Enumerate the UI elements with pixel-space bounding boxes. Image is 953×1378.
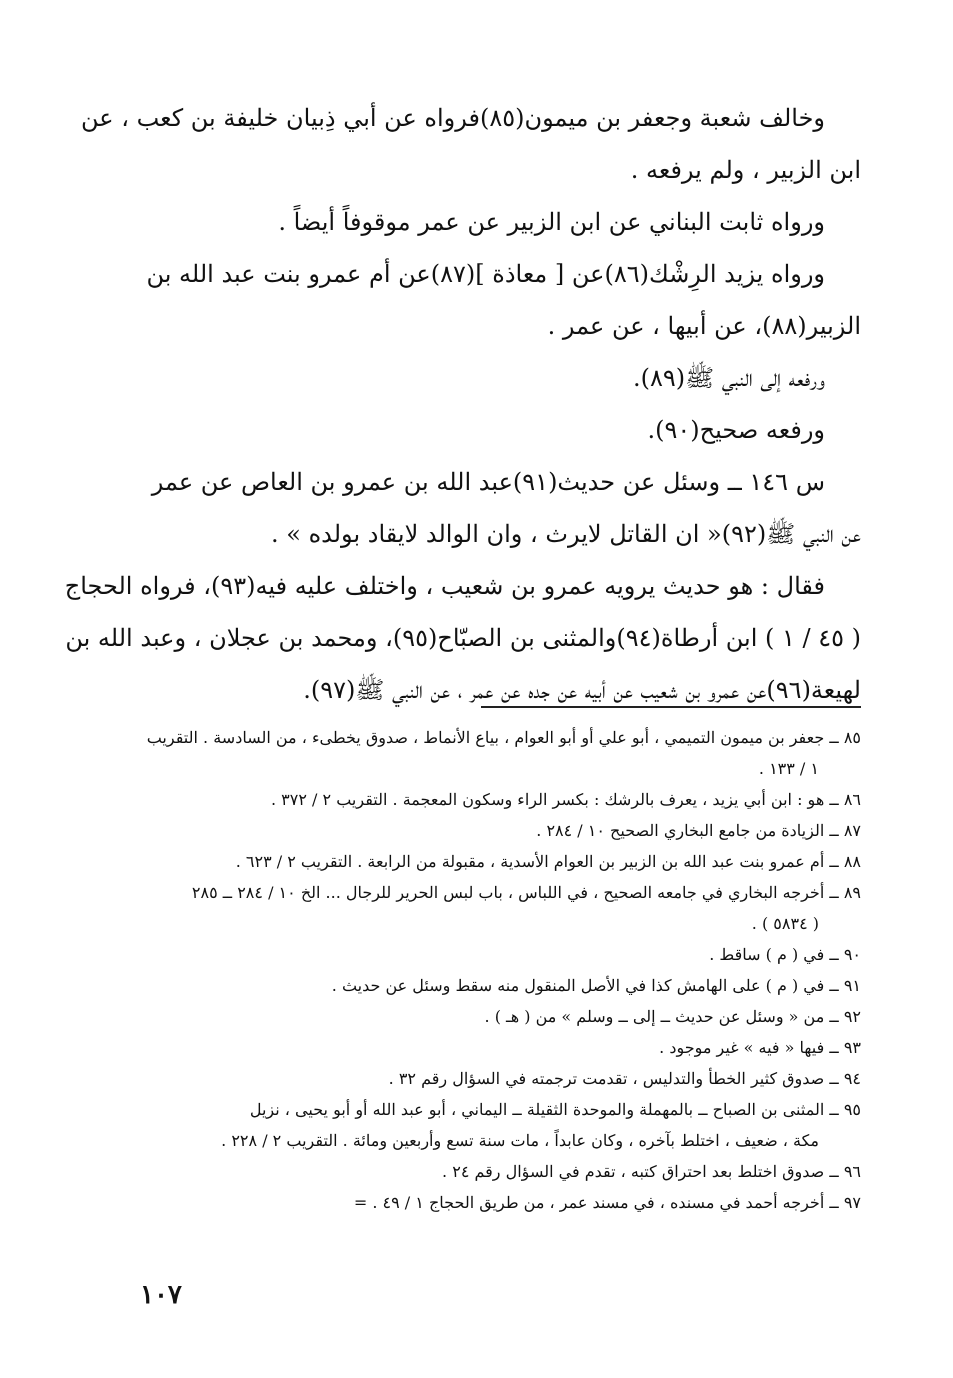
text-line: وخالف شعبة وجعفر بن ميمون(٨٥)فرواه عن أبي ذِبيان خليفة بن كعب ، عن <box>80 104 825 132</box>
footnote-text: ٩٠ ــ في ( م ) ساقط . <box>709 945 861 964</box>
footnotes <box>146 722 861 1218</box>
footnote <box>161 1063 861 1094</box>
footnote <box>161 877 861 939</box>
footnote-text: ٩٦ ــ صدوق اختلط بعد احتراق كتبه ، تقدم في السؤال رقم ٢٤ . <box>442 1162 861 1181</box>
footnote <box>161 846 861 877</box>
footnote <box>161 1001 861 1032</box>
footnote <box>161 1032 861 1063</box>
footnote <box>146 722 861 784</box>
footnote <box>161 1156 861 1187</box>
text-line: فقال : هو حديث يرويه عمرو بن شعيب ، واختلف عليه فيه(٩٣)، فرواه الحجاج <box>64 572 825 600</box>
text-line: ورفعه صحيح(٩٠). <box>647 416 825 444</box>
footnote-separator <box>481 706 861 708</box>
footnote-continuation: ١ / ١٣٣ . <box>758 759 819 778</box>
footnote-continuation: ( ٥٨٣٤ ) . <box>751 914 819 933</box>
footnote-text: ٨٥ ــ جعفر بن ميمون التميمي ، أبو علي أو أبو العوام ، بياع الأنماط ، صدوق يخطىء ، من السادسة . التقريب <box>146 728 861 747</box>
text-line: ورواه ثابت البناني عن ابن الزبير عن عمر موقوفاً أيضاً . <box>278 208 825 236</box>
text-line: ورواه يزيد الرِشْك(٨٦)عن [ معاذة ](٨٧)عن أم عمرو بنت عبد الله بن <box>146 260 825 288</box>
footnote-text: ٩٥ ــ المثنى بن الصباح ــ بالمهملة والموحدة الثقيلة ــ اليماني ، أبو عبد الله أو أبو يحيى ، نزيل <box>249 1100 861 1119</box>
footnote-continuation: مكة ، ضعيف ، اختلط بآخره ، وكان عابداً ، مات سنة تسع وأربعين ومائة . التقريب ٢ / ٢٢٨ . <box>221 1131 819 1150</box>
footnote-text: ٩٧ ــ أخرجه أحمد في مسنده ، في مسند عمر ، من طريق الحجاج ١ / ٤٩ . = <box>353 1193 861 1212</box>
footnote-text: ٩٢ ــ من « وسئل عن حديث ــ إلى ــ وسلم » من ( هـ ) . <box>484 1007 861 1026</box>
footnote-text: ٨٨ ــ أم عمرو بنت عبد الله بن الزبير بن العوام الأسدية ، مقبولة من الرابعة . التقريب ٢ / ٦٢٣ . <box>235 852 861 871</box>
footnote <box>161 815 861 846</box>
footnote-text: ٨٧ ــ الزيادة من جامع البخاري الصحيح ١٠ / ٢٨٤ . <box>536 821 861 840</box>
question-heading-line: س ١٤٦ ــ وسئل عن حديث(٩١)عبد الله بن عمرو بن العاص عن عمر <box>151 468 825 496</box>
footnote <box>161 1187 861 1218</box>
text-line: ( ٤٥ / ١ ) ابن أرطاة(٩٤)والمثنى بن الصبّاح(٩٥)، ومحمد بن عجلان ، وعبد الله بن <box>65 624 861 652</box>
text-line: عن النبي ﷺ(٩٢)« ان القاتل لايرث ، وان الوالد لايقاد بولده » . <box>271 520 861 548</box>
text-line: الزبير(٨٨)، عن أبيها ، عن عمر . <box>547 312 861 340</box>
footnote <box>161 1094 861 1156</box>
text-line: ورفعه إلى النبي ﷺ(٨٩). <box>633 364 825 392</box>
footnote-text: ٩٤ ــ صدوق كثير الخطأ والتدليس ، تقدمت ترجمته في السؤال رقم ٣٢ . <box>388 1069 861 1088</box>
footnote <box>161 939 861 970</box>
footnote <box>161 784 861 815</box>
footnote-text: ٩١ ــ في ( م ) على الهامش كذا في الأصل المنقول منه سقط وسئل عن حديث . <box>331 976 861 995</box>
text-line: لهيعة(٩٦)عن عمرو بن شعيب عن أبيه عن جده عن عمر ، عن النبي ﷺ(٩٧). <box>303 676 861 704</box>
text-line: ابن الزبير ، ولم يرفعه . <box>630 156 861 184</box>
main-text <box>64 92 861 716</box>
footnote-text: ٨٩ ــ أخرجه البخاري في جامعه الصحيح ، في اللباس ، باب لبس الحرير للرجال ... الخ ١٠ / ٢٨٤ ــ ٢٨٥ <box>191 883 861 902</box>
footnote <box>161 970 861 1001</box>
page-number: ١٠٧ <box>140 1280 182 1310</box>
footnote-text: ٨٦ ــ هو : ابن أبي يزيد ، يعرف بالرشك : بكسر الراء وسكون المعجمة . التقريب ٢ / ٣٧٢ . <box>271 790 861 809</box>
footnote-text: ٩٣ ــ فيها « فيه » غير موجود . <box>659 1038 861 1057</box>
